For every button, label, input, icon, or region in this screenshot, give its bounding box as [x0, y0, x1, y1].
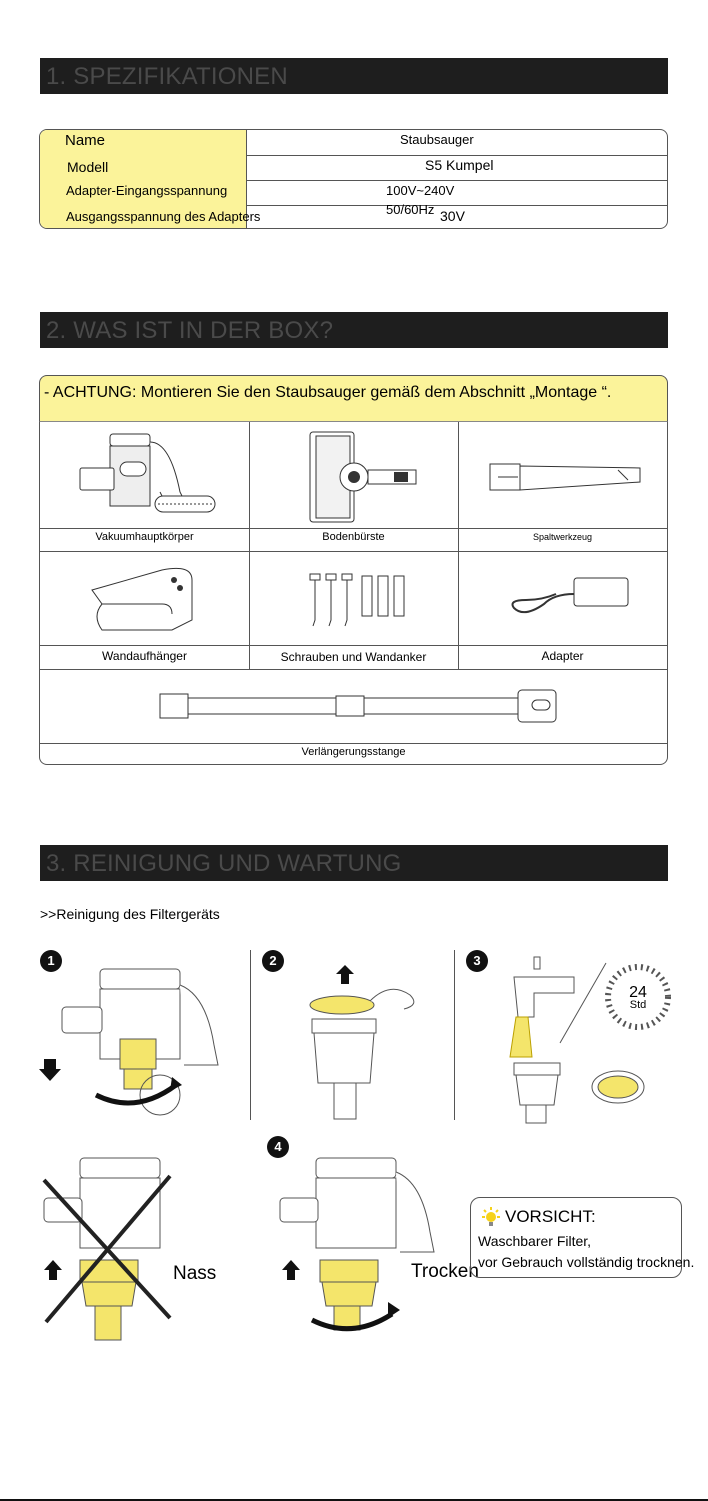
- item-label-adapter: Adapter: [541, 649, 584, 663]
- step4-reinstall-illustration: [276, 1150, 456, 1345]
- step-badge-2: 2: [262, 950, 284, 972]
- crevice-tool-illustration: [488, 458, 648, 498]
- faucet-icon: [510, 957, 574, 1057]
- step-badge-4: 4: [267, 1136, 289, 1158]
- wet-filter-prohibited-illustration: [40, 1150, 190, 1345]
- adapter-illustration: [508, 572, 628, 622]
- caution-box: [470, 1197, 695, 1278]
- spec-value: 100V~240V: [386, 183, 455, 198]
- caution-title: VORSICHT:: [505, 1207, 596, 1226]
- floor-brush-illustration: [308, 430, 418, 526]
- section-3-heading: 3. REINIGUNG UND WARTUNG: [40, 845, 668, 881]
- vacuum-body-illustration: [80, 432, 220, 524]
- up-arrow-icon: [282, 1260, 300, 1280]
- caution-line-1: Waschbarer Filter,: [478, 1233, 592, 1249]
- step3-wash-illustration: [490, 955, 680, 1127]
- extension-tube-illustration: [158, 686, 558, 726]
- assembly-warning: - ACHTUNG: Montieren Sie den Staubsauger gemäß dem Abschnitt „Montage “.: [39, 375, 668, 421]
- screws-illustration: [308, 572, 408, 630]
- filter-cleaning-subheading: >>Reinigung des Filtergeräts: [40, 906, 220, 922]
- box-contents-grid: [39, 421, 668, 765]
- item-label-crevice: Spaltwerkzeug: [532, 532, 593, 542]
- spec-row-output-voltage: [40, 202, 667, 229]
- timer-unit: Std: [629, 999, 647, 1011]
- spec-label: Name: [65, 132, 106, 149]
- wet-label: Nass: [173, 1263, 217, 1284]
- spec-row-model: [40, 155, 667, 181]
- spec-value: S5 Kumpel: [425, 157, 494, 173]
- up-arrow-icon: [336, 965, 354, 984]
- down-arrow-icon: [39, 1059, 61, 1081]
- section-2-heading: 2. WAS IST IN DER BOX?: [40, 312, 668, 348]
- spec-table: [39, 129, 668, 229]
- step2-remove-mesh-illustration: [290, 965, 440, 1125]
- dry-label: Trocken: [411, 1261, 479, 1282]
- caution-line-2: vor Gebrauch vollständig trocknen.: [478, 1254, 695, 1270]
- item-label-wall-mount: Wandaufhänger: [102, 649, 187, 663]
- item-label-extension: Verlängerungsstange: [301, 746, 406, 758]
- item-label-screws: Schrauben und Wandanker: [280, 650, 427, 664]
- item-label-brush: Bodenbürste: [322, 531, 385, 543]
- spec-value: Staubsauger: [400, 132, 474, 147]
- up-arrow-icon: [44, 1260, 62, 1280]
- timer-hours: 24: [629, 984, 647, 1001]
- item-label-body: Vakuumhauptkörper: [95, 531, 194, 543]
- spec-label: Adapter-Eingangsspannung: [66, 183, 228, 198]
- spec-label: Modell: [67, 159, 109, 175]
- step1-remove-filter-illustration: [40, 965, 230, 1125]
- section-1-heading: 1. SPEZIFIKATIONEN: [40, 58, 668, 94]
- spec-label: Ausgangsspannung des Adapters: [66, 209, 261, 224]
- spec-row-name: [40, 130, 667, 156]
- spec-row-input-voltage: [40, 180, 667, 206]
- spec-extra: 50/60Hz: [386, 202, 435, 217]
- step-badge-3: 3: [466, 950, 488, 972]
- spec-value: 30V: [440, 208, 465, 224]
- step-badge-1: 1: [40, 950, 62, 972]
- wall-mount-illustration: [82, 560, 202, 642]
- lightbulb-icon: [479, 1206, 503, 1230]
